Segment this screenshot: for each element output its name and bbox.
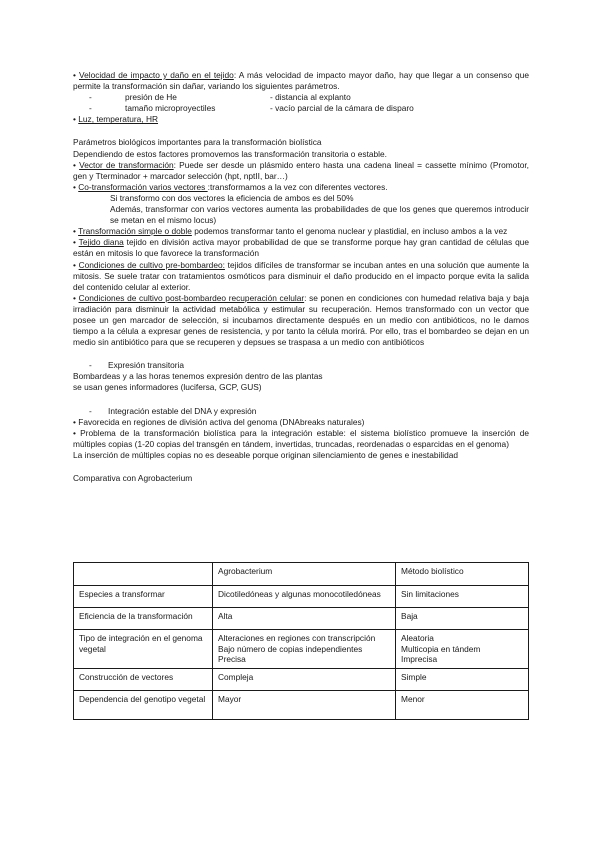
table-cell: Aleatoria Multicopia en tándem Imprecisa xyxy=(396,630,529,669)
table-cell-key: Especies a transformar xyxy=(74,586,213,608)
paragraph-vector: • Vector de transformación: Puede ser desde un plásmido entero hasta una cadena lineal = cassette mínimo (Promotor, gen y Tterminador + marcador selección (hpt, nptII, bar…) xyxy=(73,159,529,181)
heading-expresion-transitoria: - Expresión transitoria xyxy=(89,360,185,371)
table-row xyxy=(74,669,529,691)
table-header-cell: Método biolístico xyxy=(396,563,529,586)
table-cell: Alteraciones en regiones con transcripción Bajo número de copias independientes Precisa xyxy=(213,630,396,669)
table-cell: Simple xyxy=(396,669,529,691)
table-row xyxy=(74,630,529,669)
table-cell: Compleja xyxy=(213,669,396,691)
table-header-cell xyxy=(74,563,213,586)
comparativa-title: Comparativa con Agrobacterium xyxy=(73,473,193,483)
table-cell-key: Construcción de vectores xyxy=(74,669,213,691)
table-cell-key: Tipo de integración en el genoma vegetal xyxy=(74,630,213,669)
paragraph-post-bombardeo: • Condiciones de cultivo post-bombardeo recuperación celular: se ponen en condiciones con humedad relativa baja y baja irradiación para disminuir la actividad metabólica y estimular su recuperación. Hemos transformado con un vector que posee un gen marcador de selección, si incubamos directamente después en un medio con antibióticos, no le damos tiempo a la célula a expresar genes de resistencia, y por tanto la célula morirá. Por ello, tras el bombardeo se dejan en un medio sin antibiótico para que se recuperen y depsues se traspasa a un medio con antibióticos xyxy=(73,292,529,348)
table-row xyxy=(74,608,529,630)
paragraph-pre-bombardeo: • Condiciones de cultivo pre-bombardeo: tejidos difíciles de transformar se incuban antes en una solución que aumente la mitosis. Se suele tratar con tratamientos osmóticos para disminuir el daño producido en el impacto porque evita la salida del contenido celular al exterior. xyxy=(73,259,529,292)
paragraph-tejido-diana: • Tejido diana tejido en división activa mayor probabilidad de que se transforme porque hay gran cantidad de células que están en mitosis lo que favorece la transformación xyxy=(73,237,529,259)
paragraph-simple-doble: • Transformación simple o doble podemos transformar tanto el genoma nuclear y plastidial, en incluso ambos a la vez xyxy=(73,226,508,237)
table-cell: Baja xyxy=(396,608,529,630)
comparison-table xyxy=(73,562,529,720)
table-row xyxy=(74,586,529,608)
paragraph-co-indent: Si transformo con dos vectores la eficiencia de ambos es del 50% xyxy=(110,192,354,203)
paragraph-insercion: La inserción de múltiples copias no es deseable porque originan silenciamiento de genes e inestabilidad xyxy=(73,449,458,460)
table-cell: Dicotiledóneas y algunas monocotiledóneas xyxy=(213,586,396,608)
table-cell: Alta xyxy=(213,608,396,630)
paragraph-intro: Dependiendo de estos factores promovemos las transformación transitoria o estable. xyxy=(73,148,387,159)
heading-integracion-estable: - Integración estable del DNA y expresión xyxy=(89,405,257,416)
paragraph-luz: • Luz, temperatura, HR xyxy=(73,114,159,125)
table-cell: Menor xyxy=(396,691,529,720)
paragraph-problema: • Problema de la transformación biolística para la integración estable: el sistema biolístico promueve la inserción de múltiples copias (1-20 copias del transgén en tándem, invertidas, truncadas, reordenadas o esparcidas en el genoma) xyxy=(73,427,529,449)
term-velocidad: Velocidad de impacto y daño en el tejido xyxy=(79,70,234,80)
paragraph-velocidad: • Velocidad de impacto y daño en el tejido: A más velocidad de impacto mayor daño, hay que llegar a un consenso que permite la transformación sin dañar, variando los siguientes parámetros. xyxy=(73,70,529,92)
table-cell: Mayor xyxy=(213,691,396,720)
table-header-row xyxy=(74,563,529,586)
param-row: - presión de He - distancia al explanto xyxy=(89,92,351,103)
section-title-parametros: Parámetros biológicos importantes para la transformación biolística xyxy=(73,137,322,148)
table-row xyxy=(74,691,529,720)
table-header-cell: Agrobacterium xyxy=(213,563,396,586)
param-row: - tamaño microproyectiles - vacío parcial de la cámara de disparo xyxy=(89,103,414,114)
table-cell-key: Eficiencia de la transformación xyxy=(74,608,213,630)
paragraph-co-indent: Además, transformar con varios vectores aumenta las probabilidades de que los genes que queremos introducir se metan en el mismo locus) xyxy=(110,204,529,226)
paragraph-genes-informadores: se usan genes informadores (lucifersa, GCP, GUS) xyxy=(73,382,262,393)
table-cell-key: Dependencia del genotipo vegetal xyxy=(74,691,213,720)
table-cell: Sin limitaciones xyxy=(396,586,529,608)
paragraph-favorecida: • Favorecida en regiones de división activa del genoma (DNAbreaks naturales) xyxy=(73,416,365,427)
paragraph-bombardeas: Bombardeas y a las horas tenemos expresión dentro de las plantas xyxy=(73,371,323,382)
document-body xyxy=(73,70,529,484)
paragraph-cotransformacion: • Co-transformación varios vectores :transformamos a la vez con diferentes vectores. xyxy=(73,181,388,192)
